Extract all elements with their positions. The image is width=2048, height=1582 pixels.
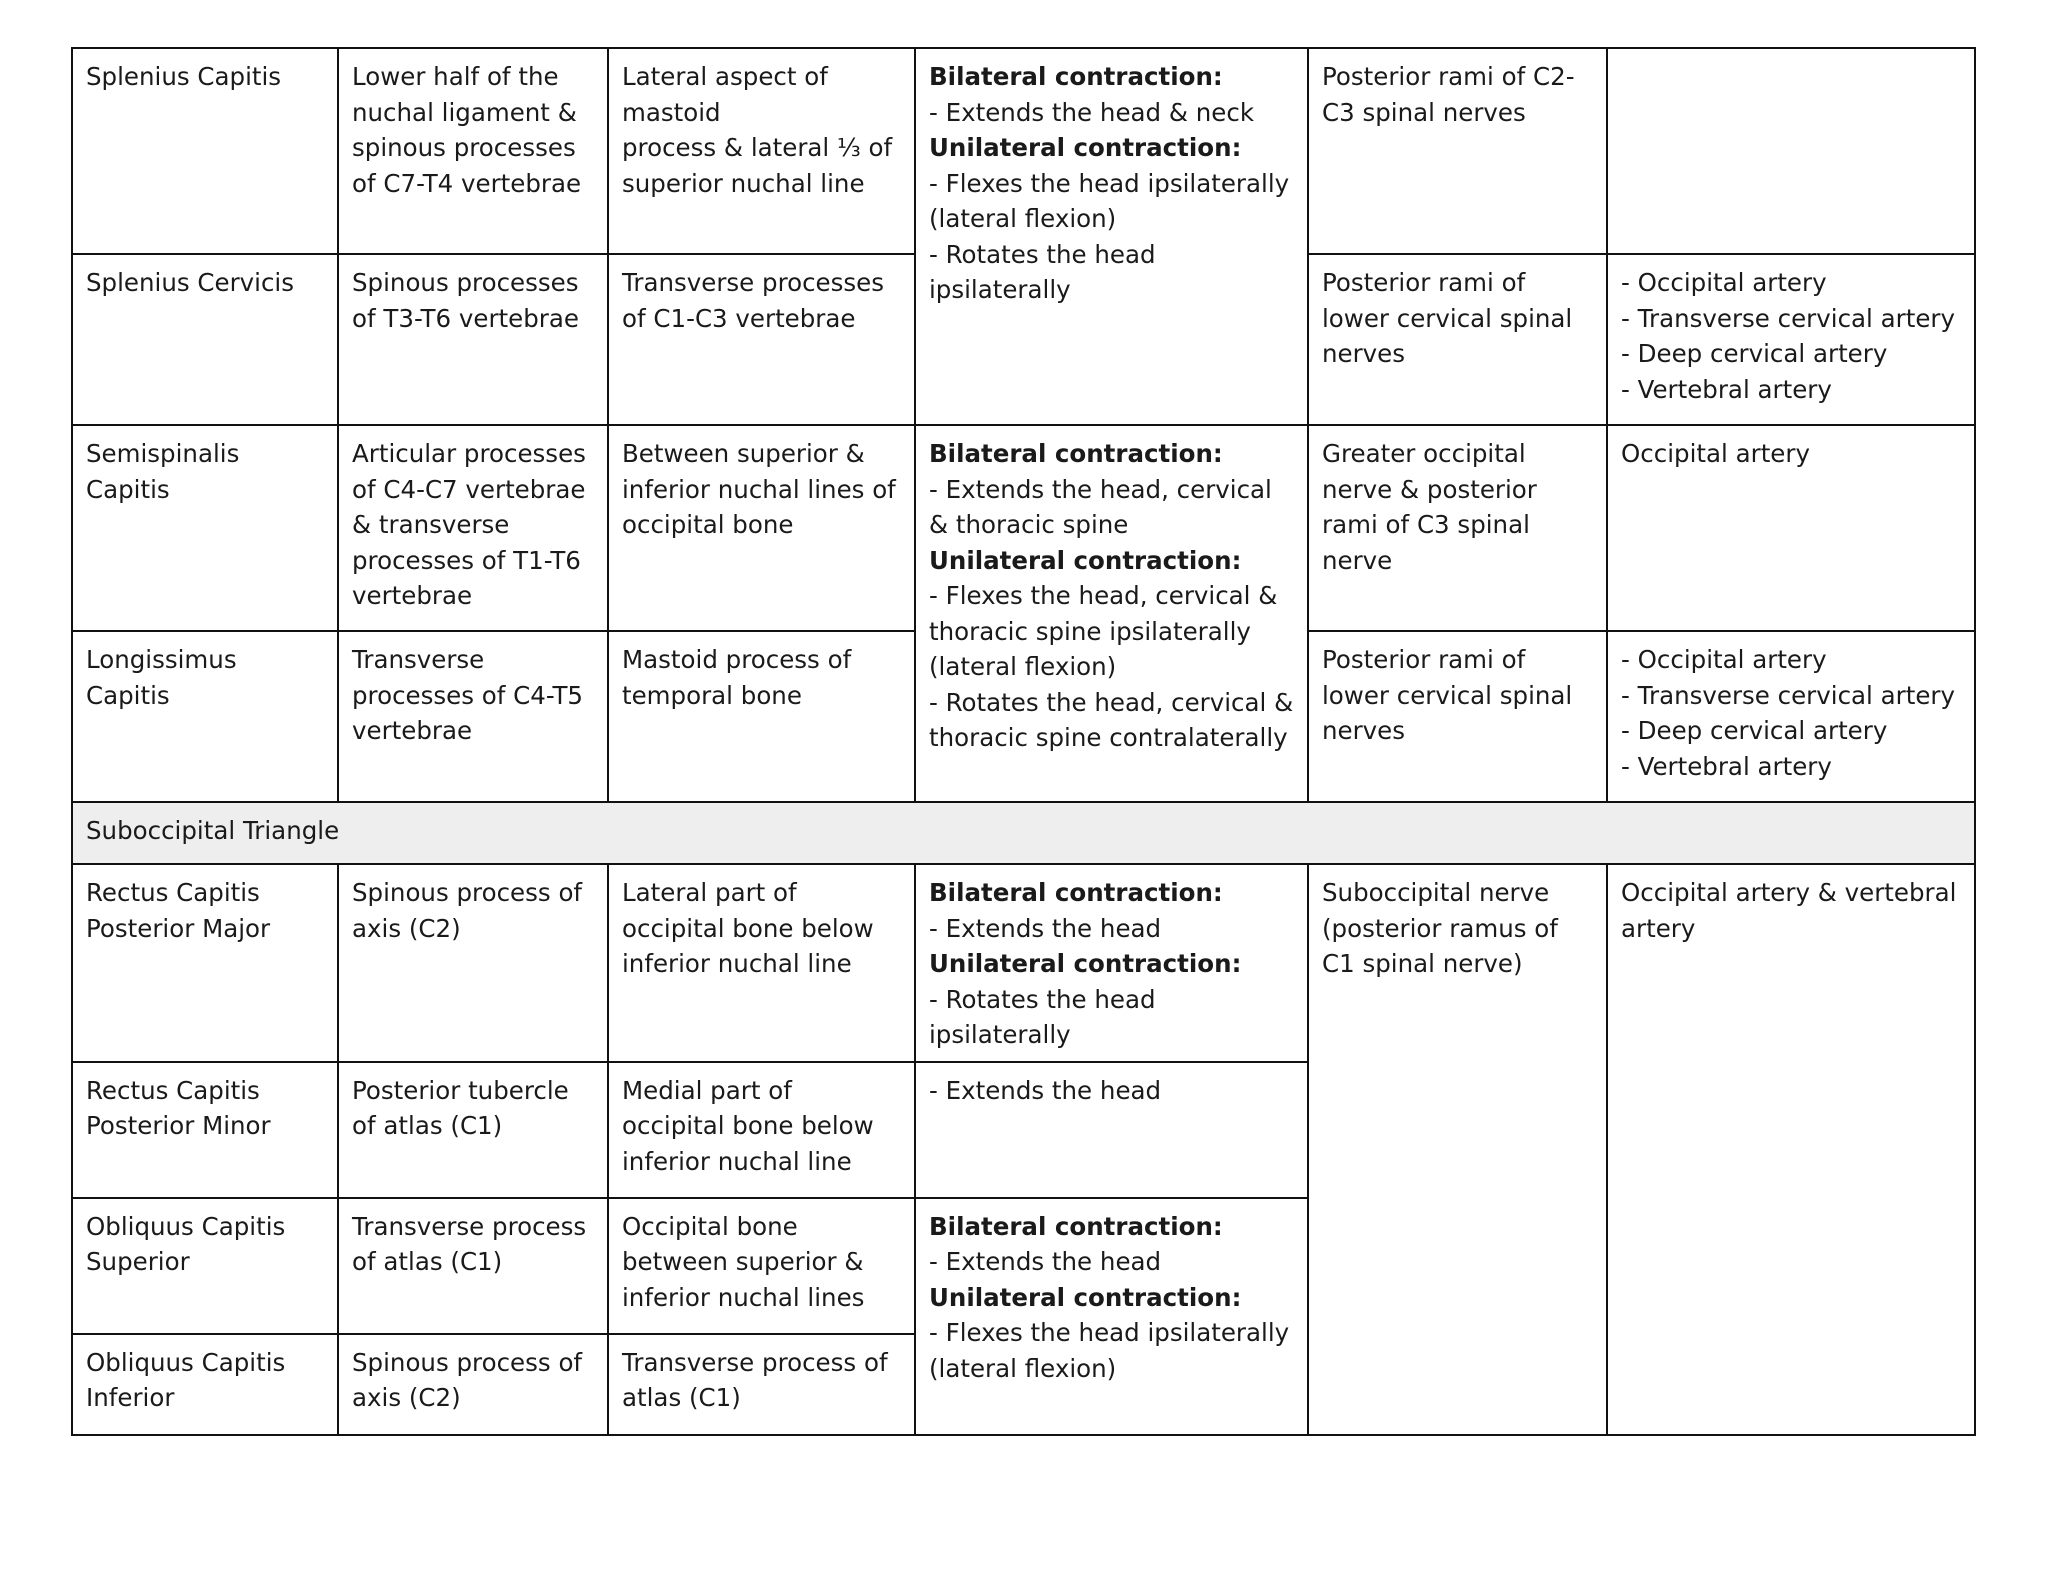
innervation-cell: Posterior rami of C2-C3 spinal nerves bbox=[1308, 48, 1607, 254]
unilateral-heading: Unilateral contraction: bbox=[929, 949, 1242, 978]
insertion-cell: Lateral part of occipital bone below inferior nuchal line bbox=[608, 864, 915, 1062]
blood-supply-cell: Occipital artery bbox=[1607, 425, 1975, 631]
bilateral-heading: Bilateral contraction: bbox=[929, 439, 1223, 468]
origin-cell: Articular processes of C4-C7 vertebrae & transverse processes of T1-T6 vertebrae bbox=[338, 425, 608, 631]
muscle-name-cell: Rectus Capitis Posterior Minor bbox=[72, 1062, 338, 1198]
innervation-cell: Posterior rami of lower cervical spinal nerves bbox=[1308, 631, 1607, 802]
action-cell bbox=[915, 48, 1308, 425]
bilateral-text: - Extends the head & neck bbox=[929, 97, 1255, 127]
blood-supply-cell bbox=[1607, 48, 1975, 254]
unilateral-heading: Unilateral contraction: bbox=[929, 1282, 1242, 1312]
muscle-name-cell: Obliquus Capitis Inferior bbox=[72, 1334, 338, 1435]
muscle-name-cell: Splenius Cervicis bbox=[72, 254, 338, 425]
section-row bbox=[72, 802, 1975, 864]
muscle-name-cell: Longissimus Capitis bbox=[72, 631, 338, 802]
muscle-name-cell: Rectus Capitis Posterior Major bbox=[72, 864, 338, 1062]
origin-cell: Spinous process of axis (C2) bbox=[338, 1334, 608, 1435]
muscle-name-cell: Semispinalis Capitis bbox=[72, 425, 338, 631]
muscle-table bbox=[71, 47, 1976, 1436]
unilateral-text: - Rotates the head ipsilaterally bbox=[929, 984, 1156, 1049]
innervation-cell: Greater occipital nerve & posterior rami of C3 spinal nerve bbox=[1308, 425, 1607, 631]
insertion-cell: Occipital bone between superior & inferior nuchal lines bbox=[608, 1198, 915, 1334]
unilateral-heading: Unilateral contraction: bbox=[929, 133, 1242, 162]
unilateral-text: - Flexes the head, cervical & thoracic spine ipsilaterally (lateral flexion) - Rotates the head, cervical & thoracic spine contralaterally bbox=[929, 581, 1294, 752]
innervation-cell: Posterior rami of lower cervical spinal nerves bbox=[1308, 254, 1607, 425]
bilateral-text: - Extends the head bbox=[929, 913, 1162, 943]
action-cell bbox=[915, 425, 1308, 802]
table-row bbox=[72, 48, 1975, 254]
origin-cell: Transverse process of atlas (C1) bbox=[338, 1198, 608, 1334]
bilateral-text: - Extends the head bbox=[929, 1247, 1162, 1276]
bilateral-text: - Extends the head, cervical & thoracic spine bbox=[929, 474, 1272, 539]
bilateral-heading: Bilateral contraction: bbox=[929, 1211, 1223, 1241]
innervation-cell: Suboccipital nerve (posterior ramus of C1 spinal nerve) bbox=[1308, 864, 1607, 1435]
insertion-cell: Lateral aspect of mastoid process & lateral ⅓ of superior nuchal line bbox=[608, 48, 915, 254]
bilateral-heading: Bilateral contraction: bbox=[929, 878, 1223, 907]
blood-supply-cell: - Occipital artery - Transverse cervical artery - Deep cervical artery - Vertebral artery bbox=[1607, 254, 1975, 425]
unilateral-heading: Unilateral contraction: bbox=[929, 545, 1242, 575]
blood-supply-cell: Occipital artery & vertebral artery bbox=[1607, 864, 1975, 1435]
table-row bbox=[72, 425, 1975, 631]
insertion-cell: Medial part of occipital bone below inferior nuchal line bbox=[608, 1062, 915, 1198]
insertion-cell: Between superior & inferior nuchal lines of occipital bone bbox=[608, 425, 915, 631]
insertion-cell: Transverse processes of C1-C3 vertebrae bbox=[608, 254, 915, 425]
unilateral-text: - Flexes the head ipsilaterally (lateral flexion) - Rotates the head ipsilaterally bbox=[929, 168, 1290, 304]
action-cell: - Extends the head bbox=[915, 1062, 1308, 1198]
muscle-name-cell: Obliquus Capitis Superior bbox=[72, 1198, 338, 1334]
insertion-cell: Mastoid process of temporal bone bbox=[608, 631, 915, 802]
unilateral-text: - Flexes the head ipsilaterally (lateral flexion) bbox=[929, 1318, 1290, 1383]
table-row bbox=[72, 864, 1975, 1062]
origin-cell: Lower half of the nuchal ligament & spinous processes of C7-T4 vertebrae bbox=[338, 48, 608, 254]
bilateral-heading: Bilateral contraction: bbox=[929, 62, 1223, 91]
action-cell bbox=[915, 864, 1308, 1062]
blood-supply-cell: - Occipital artery - Transverse cervical artery - Deep cervical artery - Vertebral artery bbox=[1607, 631, 1975, 802]
insertion-cell: Transverse process of atlas (C1) bbox=[608, 1334, 915, 1435]
muscle-name-cell: Splenius Capitis bbox=[72, 48, 338, 254]
origin-cell: Posterior tubercle of atlas (C1) bbox=[338, 1062, 608, 1198]
action-cell bbox=[915, 1198, 1308, 1435]
origin-cell: Spinous process of axis (C2) bbox=[338, 864, 608, 1062]
section-title: Suboccipital Triangle bbox=[72, 802, 1975, 864]
origin-cell: Spinous processes of T3-T6 vertebrae bbox=[338, 254, 608, 425]
origin-cell: Transverse processes of C4-T5 vertebrae bbox=[338, 631, 608, 802]
